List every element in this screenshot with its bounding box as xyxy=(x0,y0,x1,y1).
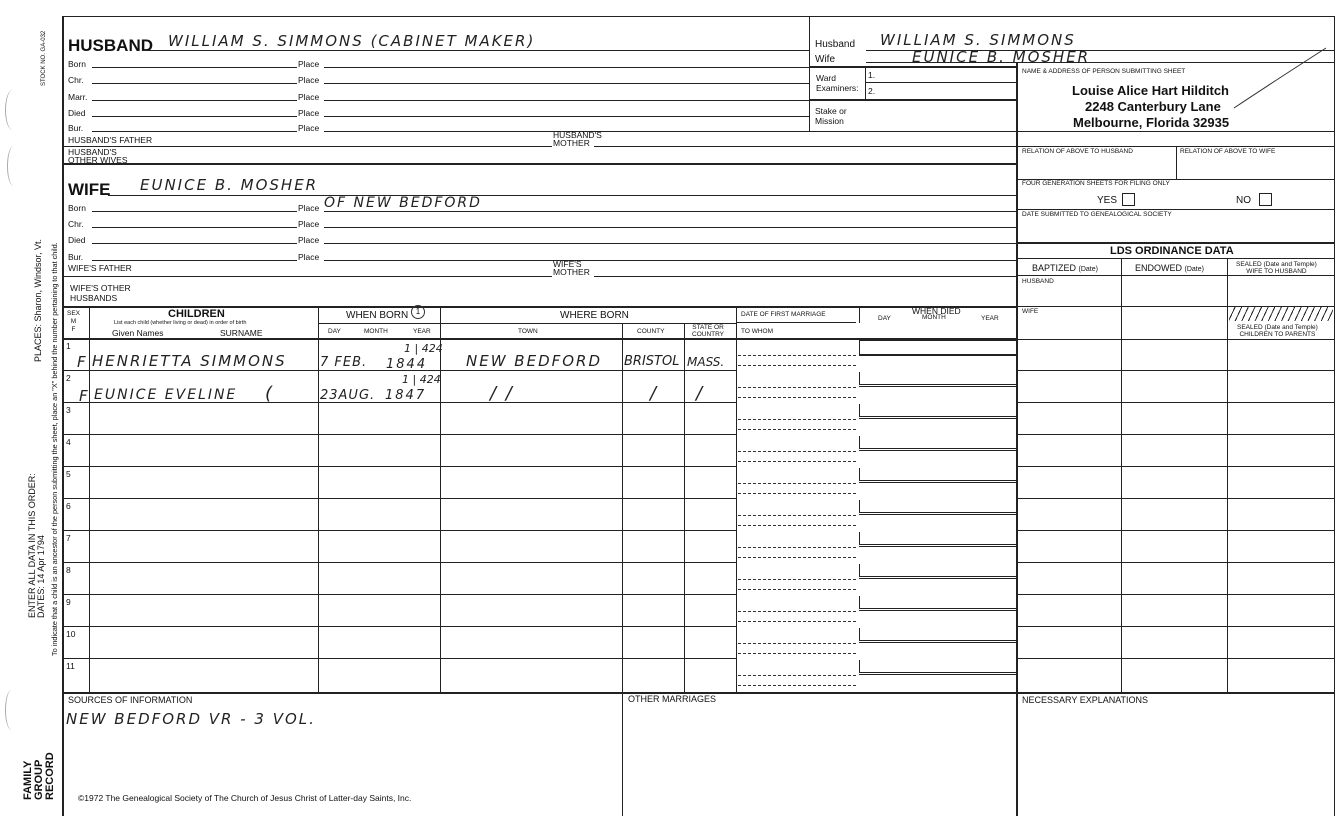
child-2-year[interactable]: 1847 xyxy=(385,388,427,403)
when-born-header: WHEN BORN xyxy=(346,310,409,321)
marriage-to-whom-line[interactable] xyxy=(738,653,856,654)
child-row-divider xyxy=(62,530,736,531)
marriage-to-whom-line[interactable] xyxy=(738,525,856,526)
husband-born-place-label: Place xyxy=(298,59,320,69)
date-submitted-label: DATE SUBMITTED TO GENEALOGICAL SOCIETY xyxy=(1022,211,1172,218)
marriage-to-whom-line[interactable] xyxy=(738,429,856,430)
death-date-field[interactable] xyxy=(859,532,1017,545)
wife-mother-label: WIFE'S MOTHER xyxy=(553,259,590,277)
death-date-underline xyxy=(859,450,1016,451)
lds-row-divider xyxy=(1016,498,1334,499)
child-2-town[interactable]: / / xyxy=(490,383,514,404)
child-1-name[interactable]: HENRIETTA SIMMONS xyxy=(92,352,287,370)
hatched-cell xyxy=(1229,307,1333,321)
death-date-underline xyxy=(859,642,1016,643)
child-row-number: 6 xyxy=(66,501,71,511)
submitter-city: Melbourne, Florida 32935 xyxy=(1073,115,1230,130)
examiner-1-field[interactable]: 1. xyxy=(868,70,876,80)
child-1-year[interactable]: 1844 xyxy=(386,357,428,372)
dates-note: DATES: 14 Apr 1794 xyxy=(36,535,46,618)
child-row-number: 8 xyxy=(66,565,71,575)
month-header: MONTH xyxy=(364,328,388,335)
marriage-date-line[interactable] xyxy=(738,483,856,484)
relation-wife-label: RELATION OF ABOVE TO WIFE xyxy=(1180,148,1276,155)
marriage-to-whom-line[interactable] xyxy=(738,365,856,366)
death-date-underline xyxy=(859,674,1016,675)
marriage-date-line[interactable] xyxy=(738,387,856,388)
marriage-to-whom-line[interactable] xyxy=(738,621,856,622)
wife-died-label: Died xyxy=(68,235,86,245)
husband-born-label: Born xyxy=(68,59,86,69)
pen-stroke xyxy=(1230,44,1330,114)
child-2-sex[interactable]: F xyxy=(79,387,90,405)
mission-label: Mission xyxy=(815,116,844,126)
died-month-header: MONTH xyxy=(922,314,946,321)
death-date-field[interactable] xyxy=(859,564,1017,577)
marriage-date-line[interactable] xyxy=(738,451,856,452)
enter-all-note: ENTER ALL DATA IN THIS ORDER: xyxy=(27,473,37,618)
wife-chr-label: Chr. xyxy=(68,219,84,229)
child-1-town[interactable]: NEW BEDFORD xyxy=(466,352,603,370)
marriage-date-line[interactable] xyxy=(738,643,856,644)
right-husband-name[interactable]: WILLIAM S. SIMMONS xyxy=(880,31,1076,49)
when-died-header: WHEN DIED xyxy=(912,306,961,316)
child-row-number: 5 xyxy=(66,469,71,479)
child-1-sex[interactable]: F xyxy=(77,353,88,371)
wife-other-husbands-label: WIFE'S OTHER HUSBANDS xyxy=(70,283,131,303)
examiner-2-field[interactable]: 2. xyxy=(868,86,876,96)
sources-text[interactable]: NEW BEDFORD VR - 3 VOL. xyxy=(66,710,316,728)
state-header: STATE OR COUNTRY xyxy=(692,324,725,338)
child-row-divider xyxy=(62,498,736,499)
marriage-to-whom-line[interactable] xyxy=(738,461,856,462)
died-year-header: YEAR xyxy=(981,315,999,322)
lds-husband-label: HUSBAND xyxy=(1022,278,1054,285)
examiners-label: Examiners: xyxy=(816,83,859,93)
death-date-field[interactable] xyxy=(859,628,1017,641)
death-date-underline xyxy=(859,386,1016,387)
child-row-divider xyxy=(62,658,736,659)
places-note: PLACES: Sharon, Windsor, Vt. xyxy=(33,238,43,362)
husband-died-label: Died xyxy=(68,108,86,118)
death-date-field[interactable] xyxy=(859,436,1017,449)
no-checkbox[interactable] xyxy=(1259,193,1272,206)
wife-died-place-label: Place xyxy=(298,235,320,245)
submitter-name: Louise Alice Hart Hilditch xyxy=(1072,83,1229,98)
child-2-county[interactable]: / xyxy=(650,383,659,404)
death-date-field[interactable] xyxy=(859,372,1017,385)
child-1-state[interactable]: MASS. xyxy=(687,355,725,369)
lds-ordinance-title: LDS ORDINANCE DATA xyxy=(1110,245,1234,257)
lds-wife-label: WIFE xyxy=(1022,308,1039,315)
where-born-header: WHERE BORN xyxy=(560,310,629,321)
child-row-number: 2 xyxy=(66,373,71,383)
lds-row-divider xyxy=(1016,370,1334,371)
submitter-label: NAME & ADDRESS OF PERSON SUBMITTING SHEET xyxy=(1022,68,1186,75)
stock-number: STOCK NO. GA-032 xyxy=(41,30,47,86)
marriage-date-line[interactable] xyxy=(738,515,856,516)
husband-chr-label: Chr. xyxy=(68,75,84,85)
county-header: COUNTY xyxy=(637,328,665,335)
four-gen-label: FOUR GENERATION SHEETS FOR FILING ONLY xyxy=(1022,180,1170,187)
husband-heading: HUSBAND xyxy=(68,36,153,55)
child-2-state[interactable]: / xyxy=(696,383,705,404)
child-2-day-month[interactable]: 23AUG. xyxy=(320,388,376,403)
death-date-field[interactable] xyxy=(859,404,1017,417)
lds-row-divider xyxy=(1016,434,1334,435)
wife-born-place-label: Place xyxy=(298,203,320,213)
death-date-underline xyxy=(859,546,1016,547)
lds-row-divider xyxy=(1016,530,1334,531)
lds-row-divider xyxy=(1016,466,1334,467)
death-date-field[interactable] xyxy=(859,660,1017,673)
punch-hole-2 xyxy=(7,146,20,186)
sealed-wife-label: SEALED (Date and Temple) WIFE TO HUSBAND xyxy=(1236,261,1317,275)
when-born-circled-1: 1 xyxy=(411,305,425,319)
ward-label: Ward xyxy=(816,73,836,83)
marriage-to-whom-line[interactable] xyxy=(738,397,856,398)
death-date-underline xyxy=(859,578,1016,579)
right-husband-label: Husband xyxy=(815,39,856,50)
death-date-underline xyxy=(859,482,1016,483)
children-header: CHILDREN xyxy=(168,308,225,320)
given-names-header: Given Names xyxy=(112,328,164,338)
child-row-number: 10 xyxy=(66,629,76,639)
to-whom-header: TO WHOM xyxy=(741,328,774,335)
first-marriage-header: DATE OF FIRST MARRIAGE xyxy=(741,311,826,318)
husband-bur-place-label: Place xyxy=(298,123,320,133)
death-date-field[interactable] xyxy=(859,500,1017,513)
sex-header: SEX M F xyxy=(67,310,81,333)
husband-chr-place-label: Place xyxy=(298,75,320,85)
marriage-date-line[interactable] xyxy=(738,611,856,612)
lds-row-divider xyxy=(1016,562,1334,563)
child-row-divider xyxy=(62,434,736,435)
husband-bur-label: Bur. xyxy=(68,123,84,133)
death-date-underline xyxy=(859,418,1016,419)
instruction-note: To indicate that a child is an ancestor of the person submitting the sheet, place an "X" behind the number pertaining to that child. xyxy=(50,242,59,656)
death-date-field[interactable] xyxy=(859,596,1017,609)
sealed-children-label: SEALED (Date and Temple) CHILDREN TO PARENTS xyxy=(1237,324,1318,338)
husband-father-label: HUSBAND'S FATHER xyxy=(68,135,153,145)
submitter-street: 2248 Canterbury Lane xyxy=(1085,99,1221,114)
wife-father-label: WIFE'S FATHER xyxy=(68,263,132,273)
husband-mother-label: HUSBAND'S MOTHER xyxy=(553,130,602,148)
yes-label: YES xyxy=(1097,195,1118,206)
other-marriages-label: OTHER MARRIAGES xyxy=(628,694,717,704)
family-group-record-title: FAMILY GROUP RECORD xyxy=(22,752,56,800)
child-1-county[interactable]: BRISTOL xyxy=(624,354,680,369)
wife-bur-place-label: Place xyxy=(298,252,320,262)
marriage-to-whom-line[interactable] xyxy=(738,493,856,494)
child-2-mark[interactable]: ( xyxy=(265,383,275,404)
child-row-number: 3 xyxy=(66,405,71,415)
child-row-number: 1 xyxy=(66,341,71,351)
right-wife-name[interactable]: EUNICE B. MOSHER xyxy=(912,48,1091,66)
list-note: List each child (whether living or dead) in order of birth xyxy=(114,320,247,326)
child-2-name[interactable]: EUNICE EVELINE xyxy=(94,387,238,403)
copyright: ©1972 The Genealogical Society of The Church of Jesus Christ of Latter-day Saints, Inc. xyxy=(78,793,412,803)
stake-label: Stake or xyxy=(815,106,847,116)
marriage-date-line[interactable] xyxy=(738,579,856,580)
sources-label: SOURCES OF INFORMATION xyxy=(68,695,193,705)
yes-checkbox[interactable] xyxy=(1122,193,1135,206)
marriage-date-line[interactable] xyxy=(738,419,856,420)
necessary-explanations-label: NECESSARY EXPLANATIONS xyxy=(1022,695,1149,705)
wife-bur-label: Bur. xyxy=(68,252,84,262)
wife-born-place[interactable]: OF NEW BEDFORD xyxy=(324,195,482,211)
lds-row-divider xyxy=(1016,626,1334,627)
death-date-underline xyxy=(859,610,1016,611)
wife-heading: WIFE xyxy=(68,180,111,199)
child-2-year-note[interactable]: 1 | 424 xyxy=(402,373,441,386)
child-row-divider xyxy=(62,466,736,467)
child-row-divider xyxy=(62,594,736,595)
punch-hole-3 xyxy=(5,690,18,730)
child-row-number: 4 xyxy=(66,437,71,447)
lds-row-divider xyxy=(1016,402,1334,403)
wife-born-label: Born xyxy=(68,203,86,213)
lds-row-divider xyxy=(1016,594,1334,595)
husband-marr-place-label: Place xyxy=(298,92,320,102)
husband-other-wives-label: HUSBAND'S OTHER WIVES xyxy=(68,147,128,165)
husband-name[interactable]: WILLIAM S. SIMMONS (CABINET MAKER) xyxy=(168,32,536,50)
no-label: NO xyxy=(1236,195,1251,206)
marriage-date-line[interactable] xyxy=(738,675,856,676)
child-row-number: 7 xyxy=(66,533,71,543)
marriage-date-line[interactable] xyxy=(738,547,856,548)
relation-husband-label: RELATION OF ABOVE TO HUSBAND xyxy=(1022,148,1133,155)
child-1-year-note[interactable]: 1 | 424 xyxy=(404,342,443,355)
death-date-field[interactable] xyxy=(859,468,1017,481)
child-row-divider xyxy=(62,626,736,627)
town-header: TOWN xyxy=(518,328,538,335)
right-wife-label: Wife xyxy=(815,54,835,65)
endowed-label: ENDOWED (Date) xyxy=(1135,263,1204,273)
child-row-divider xyxy=(62,562,736,563)
child-row-number: 9 xyxy=(66,597,71,607)
marriage-to-whom-line[interactable] xyxy=(738,557,856,558)
husband-marr-label: Marr. xyxy=(68,92,88,102)
death-date-underline xyxy=(859,514,1016,515)
marriage-to-whom-line[interactable] xyxy=(738,589,856,590)
wife-name[interactable]: EUNICE B. MOSHER xyxy=(140,176,319,194)
day-header: DAY xyxy=(328,328,341,335)
surname-header: SURNAME xyxy=(220,328,263,338)
punch-hole-1 xyxy=(5,90,20,130)
year-header: YEAR xyxy=(413,328,431,335)
marriage-date-line[interactable] xyxy=(738,355,856,356)
child-row-number: 11 xyxy=(66,661,75,671)
death-date-underline xyxy=(859,354,1016,355)
lds-row-divider xyxy=(1016,658,1334,659)
baptized-label: BAPTIZED (Date) xyxy=(1032,263,1098,273)
marriage-to-whom-line[interactable] xyxy=(738,685,856,686)
child-1-day-month[interactable]: 7 FEB. xyxy=(320,355,368,370)
died-day-header: DAY xyxy=(878,315,891,322)
husband-died-place-label: Place xyxy=(298,108,320,118)
wife-chr-place-label: Place xyxy=(298,219,320,229)
